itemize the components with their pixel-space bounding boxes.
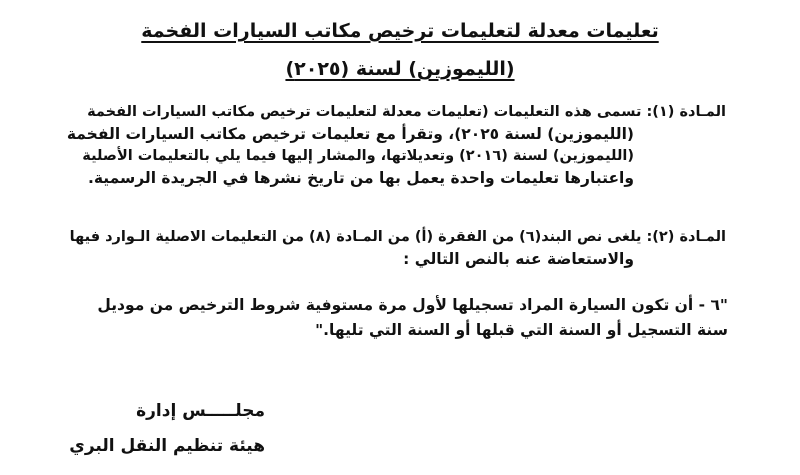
signature-board: مجلـــــس إدارة bbox=[136, 401, 265, 421]
amended-clause-line: سنة التسجيل أو السنة التي قبلها أو السنة التي تليها." bbox=[315, 321, 728, 339]
article-2-line: والاستعاضة عنه بالنص التالي : bbox=[403, 250, 634, 268]
article-1-line: واعتبارها تعليمات واحدة يعمل بها من تاريخ نشرها في الجريدة الرسمية. bbox=[88, 169, 634, 187]
article-1-line: (الليموزين) لسنة ٢٠٢٥)، وتقرأ مع تعليمات ترخيص مكاتب السيارات الفخمة bbox=[66, 125, 634, 143]
document-title: تعليمات معدلة لتعليمات ترخيص مكاتب السيارات الفخمة bbox=[141, 20, 659, 42]
amended-clause-line: "٦ - أن تكون السيارة المراد تسجيلها لأول مرة مستوفية شروط الترخيص من موديل bbox=[97, 296, 728, 314]
article-2-line: المـادة (٢): يلغى نص البند(٦) من الفقرة (أ) من المـادة (٨) من التعليمات الاصلية الـوارد فيها bbox=[69, 229, 726, 245]
article-1-line: (الليموزين) لسنة (٢٠١٦) وتعديلاتها، والمشار إليها فيما يلي بالتعليمات الأصلية bbox=[82, 148, 634, 164]
article-1-line: المـادة (١): تسمى هذه التعليمات (تعليمات معدلة لتعليمات ترخيص مكاتب السيارات الفخمة bbox=[87, 104, 726, 120]
amended-clause bbox=[88, 293, 728, 343]
article-1 bbox=[66, 101, 726, 189]
article-2 bbox=[66, 226, 726, 270]
document-subtitle: (الليموزين) لسنة (٢٠٢٥) bbox=[285, 58, 515, 80]
signature-authority: هيئة تنظيم النقل البري bbox=[69, 436, 265, 456]
